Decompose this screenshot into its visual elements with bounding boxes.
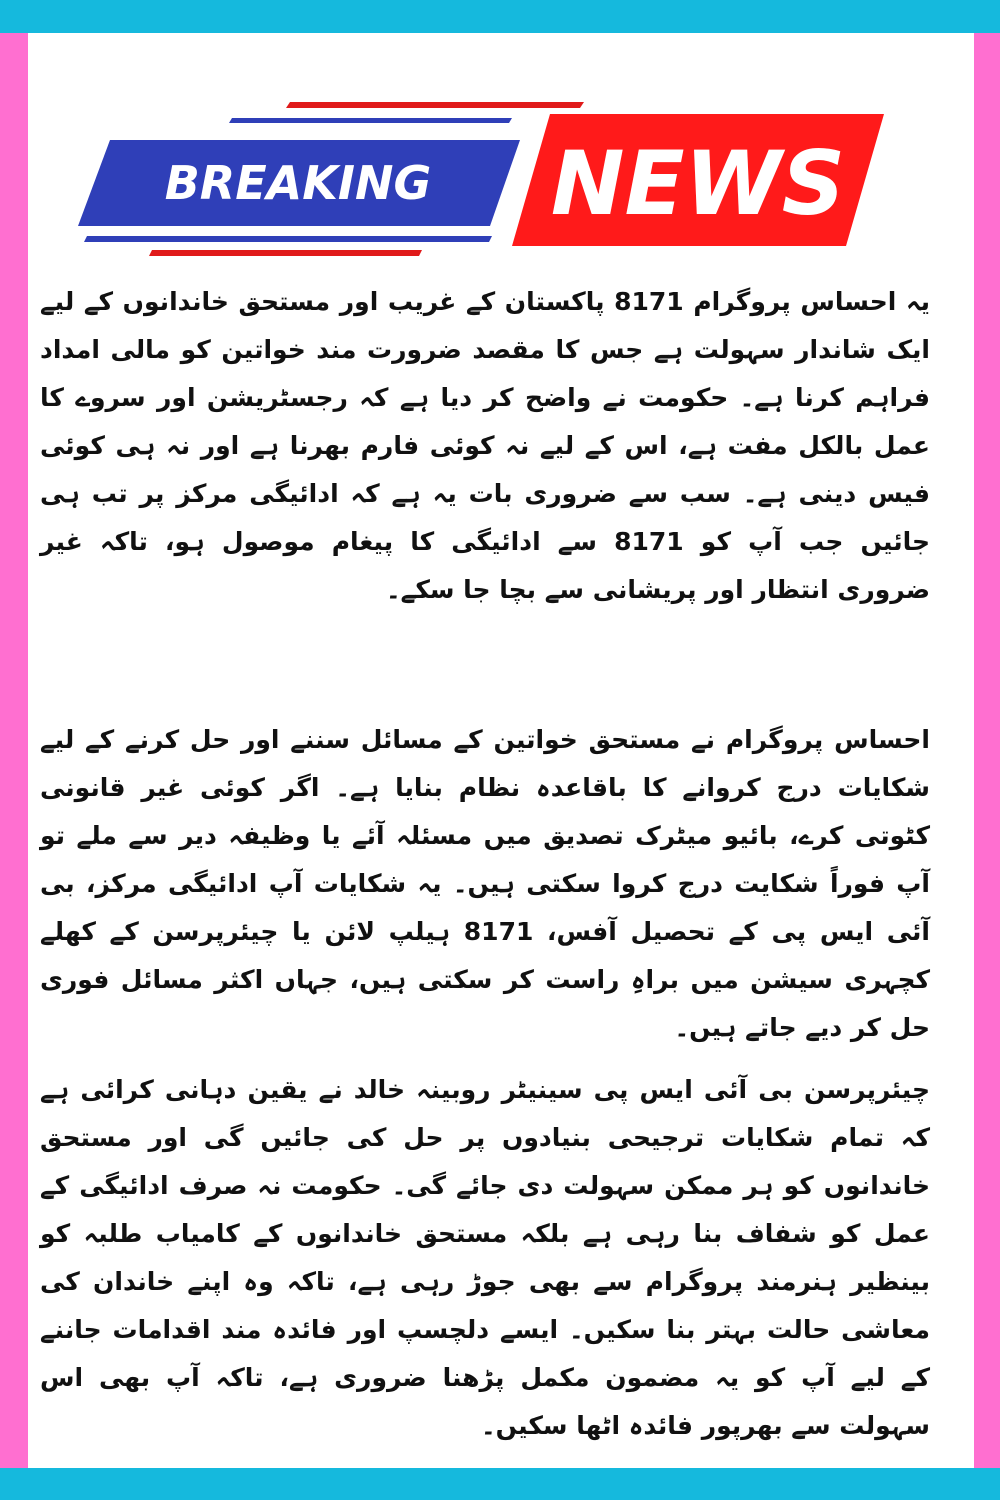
frame-top-border: [0, 0, 1000, 33]
banner-bottom-stripe-blue: [84, 236, 492, 242]
banner-bottom-stripe-red: [149, 250, 422, 256]
frame-left-border: [0, 0, 28, 1500]
breaking-label: BREAKING: [164, 156, 432, 210]
frame-right-border: [974, 0, 1000, 1500]
news-label: NEWS: [550, 132, 846, 235]
article-paragraph-1: یہ احساس پروگرام 8171 پاکستان کے غریب اور مستحق خاندانوں کے لیے ایک شاندار سہولت ہے جس کا مقصد ضرورت مند خواتین کو مالی امداد فراہم کرنا ہے۔ حکومت نے واضح کر دیا ہے کہ رجسٹریشن اور سروے کا عمل بالکل مفت ہے، اس کے لیے نہ کوئی فارم بھرنا ہے اور نہ ہی کوئی فیس دینی ہے۔ سب سے ضروری بات یہ ہے کہ ادائیگی مرکز پر تب ہی جائیں جب آپ کو 8171 سے ادائیگی کا پیغام موصول ہو، تاکہ غیر ضروری انتظار اور پریشانی سے بچا جا سکے۔: [40, 287, 930, 604]
article-paragraph-2: احساس پروگرام نے مستحق خواتین کے مسائل سننے اور حل کرنے کے لیے شکایات درج کروانے کا باقاعدہ نظام بنایا ہے۔ اگر کوئی غیر قانونی کٹوتی کرے، بائیو میٹرک تصدیق میں مسئلہ آئے یا وظیفہ دیر سے ملے تو آپ فوراً شکایت درج کروا سکتی ہیں۔ یہ شکایات آپ ادائیگی مرکز، بی آئی ایس پی کے تحصیل آفس، 8171 ہیلپ لائن یا چیئرپرسن کے کھلے کچہری سیشن میں براہِ راست کر سکتی ہیں، جہاں اکثر مسائل فوری حل کر دیے جاتے ہیں۔: [40, 725, 931, 1042]
breaking-news-banner: [72, 62, 912, 272]
banner-top-stripe-blue: [229, 118, 512, 123]
frame-bottom-border: [0, 1468, 1000, 1500]
banner-top-stripe-red: [286, 102, 584, 108]
article-paragraph-3: چیئرپرسن بی آئی ایس پی سینیٹر روبینہ خالد نے یقین دہانی کرائی ہے کہ تمام شکایات ترجیحی بنیادوں پر حل کی جائیں گی اور مستحق خاندانوں کو ہر ممکن سہولت دی جائے گی۔ حکومت نہ صرف ادائیگی کے عمل کو شفاف بنا رہی ہے بلکہ مستحق خاندانوں کے کامیاب طلبہ کو بینظیر ہنرمند پروگرام سے بھی جوڑ رہی ہے، تاکہ وہ اپنے خاندان کی معاشی حالت بہتر بنا سکیں۔ ایسے دلچسپ اور فائدہ مند اقدامات جاننے کے لیے آپ کو یہ مضمون مکمل پڑھنا ضروری ہے، تاکہ آپ بھی اس سہولت سے بھرپور فائدہ اٹھا سکیں۔: [40, 1075, 930, 1440]
